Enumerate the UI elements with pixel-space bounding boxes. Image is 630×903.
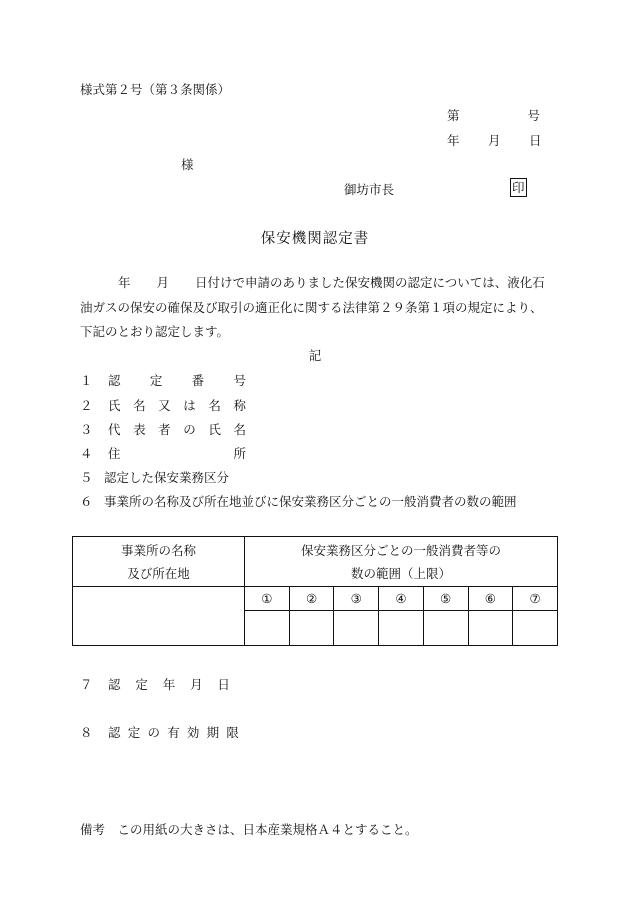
item-1 [80, 371, 320, 389]
office-header-cell: 事業所の名称 及び所在地 [73, 537, 245, 587]
consumer-range-table [72, 536, 558, 646]
item-label: 認 定 年 月 日 [107, 677, 230, 692]
item-3 [80, 420, 320, 438]
remarks-note: 備考 この用紙の大きさは、日本産業規格Ａ４とすること。 [80, 822, 418, 837]
addressee-suffix: 様 [181, 157, 194, 172]
item-number: ２ [80, 398, 93, 413]
column-number-cell: ② [289, 587, 334, 611]
issue-number-prefix: 第 [447, 108, 460, 123]
issue-date-day: 日 [529, 133, 542, 148]
issue-number-suffix: 号 [527, 108, 540, 123]
seal-box: 印 [512, 180, 525, 195]
item-2 [80, 396, 320, 414]
issuer-name: 御坊市長 [344, 182, 395, 197]
item-4 [80, 444, 320, 462]
office-value-cell [73, 587, 245, 646]
value-cell [423, 611, 468, 646]
issue-date-year: 年 [447, 133, 460, 148]
column-number-cell: ④ [379, 587, 424, 611]
form-number: 様式第２号（第３条関係） [80, 82, 231, 97]
document-title: 保安機関認定書 [260, 231, 370, 247]
table-header-row [73, 537, 558, 587]
column-number-cell: ① [245, 587, 290, 611]
item-label: 代 表 者 の 氏 名 [107, 422, 246, 437]
issue-number [447, 106, 540, 124]
seal-mark [510, 178, 527, 197]
item-number: ５ [80, 470, 93, 485]
item-label: 事業所の名称及び所在地並びに保安業務区分ごとの一般消費者の数の範囲 [104, 494, 517, 509]
value-cell [245, 611, 290, 646]
item-label: 認 定 番 号 [107, 373, 246, 388]
body-paragraph [80, 271, 554, 345]
ki-heading: 記 [308, 348, 322, 363]
item-number: ６ [80, 494, 93, 509]
column-number-cell: ⑥ [468, 587, 513, 611]
item-7 [80, 675, 320, 693]
value-cell [468, 611, 513, 646]
item-5 [80, 468, 229, 486]
item-number: ７ [80, 677, 93, 692]
value-cell [513, 611, 558, 646]
item-number: １ [80, 373, 93, 388]
column-number-cell: ③ [334, 587, 379, 611]
value-cell [334, 611, 379, 646]
item-number: ４ [80, 446, 93, 461]
item-label: 認 定 の 有 効 期 限 [107, 725, 239, 740]
body-month: 月 [156, 275, 170, 290]
table-column-number-row [73, 587, 558, 611]
item-8 [80, 723, 320, 741]
issue-date [447, 131, 547, 149]
range-header-cell: 保安業務区分ごとの一般消費者等の 数の範囲（上限） [245, 537, 558, 587]
value-cell [379, 611, 424, 646]
value-cell [289, 611, 334, 646]
column-number-cell: ⑦ [513, 587, 558, 611]
body-year: 年 [118, 275, 131, 290]
item-label: 住 所 [107, 446, 246, 461]
item-label: 認定した保安業務区分 [104, 470, 230, 485]
issue-date-month: 月 [488, 133, 501, 148]
body-text: 日付けで申請のありました保安機関の認定については、液化石油ガスの保安の確保及び取引の適正化に関する法律第２９条第１項の規定により、下記のとおり認定します。 [80, 275, 545, 339]
column-number-cell: ⑤ [423, 587, 468, 611]
item-label: 氏 名 又 は 名 称 [107, 398, 246, 413]
item-6 [80, 492, 517, 510]
item-number: ３ [80, 422, 93, 437]
item-number: ８ [80, 725, 93, 740]
